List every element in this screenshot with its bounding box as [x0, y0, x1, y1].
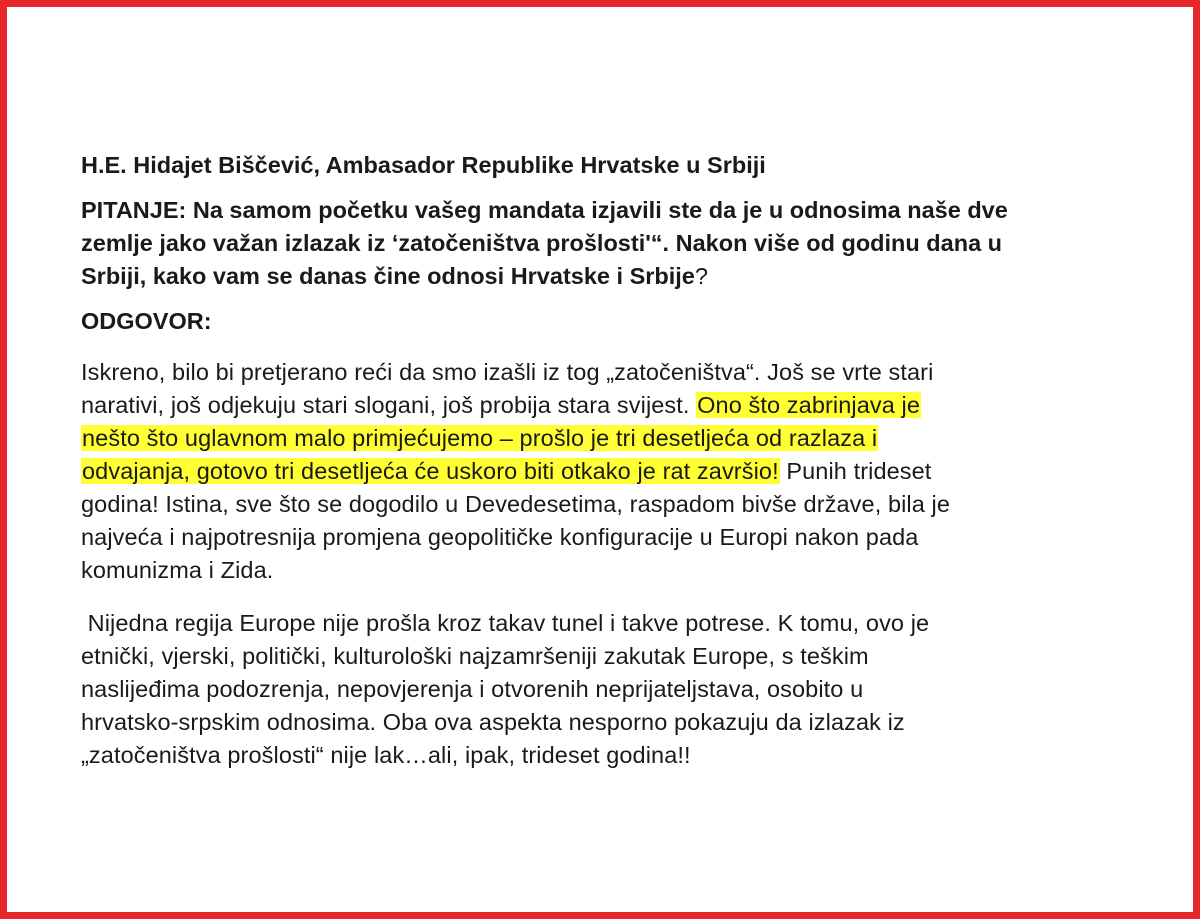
answer-p1-line-3: [81, 422, 1161, 455]
answer-p1-line-5: godina! Istina, sve što se dogodilo u Devedesetima, raspadom bivše države, bila je: [81, 491, 951, 517]
highlighted-text: Ono što zabrinjava je: [697, 392, 921, 418]
answer-p2-line-4: hrvatsko-srpskim odnosima. Oba ova aspekta nesporno pokazuju da izlazak iz: [81, 709, 905, 735]
answer-paragraph-1: [81, 356, 1161, 587]
answer-p2-line-5: „zatočeništva prošlosti“ nije lak…ali, ipak, trideset godina!!: [81, 742, 691, 768]
answer-paragraph-2: [81, 607, 1161, 772]
answer-p1-line-2: [81, 389, 1161, 422]
answer-p2-line-3: naslijeđima podozrenja, nepovjerenja i otvorenih neprijateljstava, osobito u: [81, 676, 864, 702]
answer-p1-line-4: [81, 455, 1161, 488]
answer-p1-line-1: Iskreno, bilo bi pretjerano reći da smo izašli iz tog „zatočeništva“. Još se vrte stari: [81, 359, 934, 385]
answer-p2-line-1: Nijedna regija Europe nije prošla kroz takav tunel i takve potrese. K tomu, ovo je: [81, 610, 930, 636]
question-mark: ?: [694, 263, 708, 289]
question-line-3: [81, 260, 1161, 293]
answer-p1-line-6: najveća i najpotresnija promjena geopolitičke konfiguracije u Europi nakon pada: [81, 524, 919, 550]
question-line-1: PITANJE: Na samom početku vašeg mandata izjavili ste da je u odnosima naše dve: [81, 197, 1008, 223]
answer-p1-line-7: komunizma i Zida.: [81, 557, 274, 583]
answer-p1-line-2-plain: narativi, još odjekuju stari slogani, još probija stara svijest.: [81, 392, 697, 418]
highlighted-text: odvajanja, gotovo tri desetljeća će uskoro biti otkako je rat završio!: [82, 458, 779, 484]
answer-p1-line-4-plain: Punih trideset: [779, 458, 932, 484]
document-content: [81, 149, 1161, 772]
question-line-3-bold: Srbiji, kako vam se danas čine odnosi Hrvatske i Srbije: [81, 263, 695, 289]
highlighted-text: nešto što uglavnom malo primjećujemo – prošlo je tri desetljeća od razlaza i: [82, 425, 878, 451]
document-heading: H.E. Hidajet Biščević, Ambasador Republike Hrvatske u Srbiji: [81, 152, 766, 178]
question-paragraph: [81, 194, 1161, 293]
question-line-2: zemlje jako važan izlazak iz ‘zatočeništva prošlosti'“. Nakon više od godinu dana u: [81, 230, 1003, 256]
answer-p2-line-2: etnički, vjerski, politički, kulturološki najzamršeniji zakutak Europe, s teškim: [81, 643, 869, 669]
answer-label: ODGOVOR:: [81, 308, 212, 334]
